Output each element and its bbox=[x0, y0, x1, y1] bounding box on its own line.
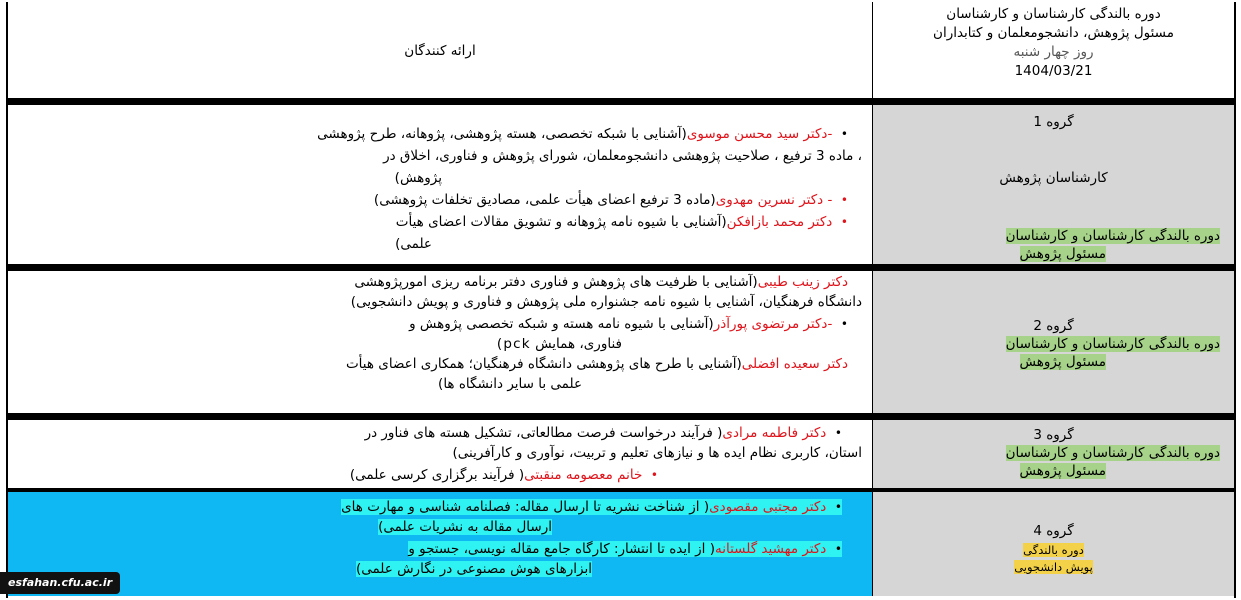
list-item: • -دکتر مرتضوی پورآذر(آشنایی با شیوه نامه هسته و شبکه تخصصی پژوهش و bbox=[409, 316, 848, 332]
course-badge-line1: دوره بالندگی کارشناسان و کارشناسان bbox=[1005, 445, 1220, 461]
list-item: • دکتر مجتبی مقصودی( از شناخت نشریه تا ارسال مقاله: فصلنامه شناسی و مهارت های bbox=[341, 499, 842, 515]
course-badge-line2: مسئول پژوهش bbox=[1019, 463, 1106, 479]
presenter-topic-cont: علمی) bbox=[395, 236, 432, 252]
presenter-topic-cont-text: ارسال مقاله به نشریات علمی) bbox=[378, 519, 552, 535]
list-item: • خانم معصومه منقبتی( فرآیند برگزاری کرسی علمی) bbox=[349, 467, 658, 483]
presenter-topic-cont-text: ابزارهای هوش مصنوعی در نگارش علمی) bbox=[355, 561, 592, 577]
course-badge bbox=[873, 542, 1234, 559]
presenter-name: دکتر زینب طیبی bbox=[757, 274, 848, 290]
presenter-name: دکتر مجتبی مقصودی bbox=[709, 499, 827, 515]
course-title-line2: مسئول پژوهش، دانشجومعلمان و کتابداران bbox=[933, 25, 1174, 41]
schedule-table bbox=[6, 2, 1236, 598]
group-1-presenters-cell bbox=[8, 105, 872, 264]
course-badge-line2: پویش دانشجویی bbox=[1014, 560, 1093, 574]
presenter-topic: ( فرآیند برگزاری کرسی علمی) bbox=[349, 467, 525, 483]
group-1-info-cell bbox=[872, 105, 1234, 264]
course-badge bbox=[1006, 444, 1220, 463]
day-label: روز چهار شنبه bbox=[1013, 44, 1094, 60]
presenter-topic-cont bbox=[356, 558, 592, 580]
presenter-name: خانم معصومه منقبتی bbox=[524, 467, 643, 483]
presenter-name: -دکتر سید محسن موسوی bbox=[686, 126, 833, 142]
course-badge-line1: دوره بالندگی bbox=[1023, 543, 1084, 557]
presenter-topic-cont bbox=[378, 516, 552, 538]
course-badge bbox=[1006, 335, 1220, 354]
header-row bbox=[8, 2, 1234, 98]
presenters-header-cell bbox=[8, 2, 872, 98]
presenter-name: -دکتر مرتضوی پورآذر bbox=[713, 316, 833, 332]
presenter-topic: ( از ایده تا انتشار: کارگاه جامع مقاله نویسی، جستجو و bbox=[408, 541, 715, 557]
course-badge bbox=[873, 559, 1234, 576]
row-divider bbox=[8, 413, 1234, 420]
row-divider bbox=[8, 98, 1234, 105]
group-3-presenters-cell bbox=[8, 420, 872, 488]
presenter-topic: ( فرآیند درخواست فرصت مطالعاتی، تشکیل هسته های فناور در bbox=[364, 425, 723, 441]
presenter-topic-cont: ، ماده 3 ترفیع ، صلاحیت پژوهشی دانشجومعلمان، شورای پژوهش و فناوری، اخلاق در bbox=[383, 148, 862, 164]
presenter-name: دکتر سعیده افضلی bbox=[741, 356, 848, 372]
presenter-topic: (آشنایی با شیوه نامه هسته و شبکه تخصصی پژوهش و bbox=[409, 316, 714, 332]
presenter-topic: (آشنایی با ظرفیت های پژوهش و فناوری دفتر برنامه ریزی امورپژوهشی bbox=[354, 274, 758, 290]
course-badge bbox=[1020, 463, 1106, 480]
presenters-label: ارائه کنندگان bbox=[404, 43, 476, 59]
list-item: • - دکتر نسرین مهدوی(ماده 3 ترفیع اعضای هیأت علمی، مصادیق تخلفات پژوهشی) bbox=[373, 192, 848, 208]
list-item: • دکتر فاطمه مرادی( فرآیند درخواست فرصت مطالعاتی، تشکیل هسته های فناور در bbox=[364, 425, 842, 441]
group-subtitle: کارشناسان پژوهش bbox=[999, 170, 1108, 186]
group-row-2 bbox=[8, 271, 1234, 413]
presenter-topic-cont: علمی با سایر دانشگاه ها) bbox=[438, 376, 582, 392]
list-item: • -دکتر سید محسن موسوی(آشنایی با شبکه تخصصی، هسته پژوهشی، پژوهانه، طرح پژوهشی bbox=[317, 126, 848, 142]
presenter-topic: (آشنایی با طرح های پژوهشی دانشگاه فرهنگیان؛ همکاری اعضای هیأت bbox=[345, 356, 742, 372]
group-title: گروه 1 bbox=[1033, 114, 1074, 130]
course-badge-line1: دوره بالندگی کارشناسان و کارشناسان bbox=[1005, 228, 1220, 244]
presenter-topic: (ماده 3 ترفیع اعضای هیأت علمی، مصادیق تخلفات پژوهشی) bbox=[373, 192, 716, 208]
row-divider bbox=[8, 264, 1234, 271]
group-4-info-cell bbox=[872, 492, 1234, 596]
presenter-topic-cont: استان، کاربری نظام ایده ها و نیازهای تعلیم و تربیت، نوآوری و کارآفرینی) bbox=[452, 445, 862, 461]
presenter-name: دکتر مهشید گلستانه bbox=[715, 541, 827, 557]
group-title: گروه 4 bbox=[1033, 523, 1074, 539]
group-4-presenters-cell bbox=[8, 492, 872, 596]
course-header-cell bbox=[872, 2, 1234, 98]
site-watermark: esfahan.cfu.ac.ir bbox=[0, 572, 120, 594]
presenter-topic-cont: دانشگاه فرهنگیان، آشنایی با شیوه نامه جشنواره ملی پژوهش و فناوری و پویش دانشجویی) bbox=[350, 294, 862, 310]
group-row-4 bbox=[8, 492, 1234, 596]
group-2-info-cell bbox=[872, 271, 1234, 413]
course-badge bbox=[1020, 354, 1106, 371]
group-2-presenters-cell bbox=[8, 271, 872, 413]
presenter-topic-cont: فناوری، همایش pck) bbox=[496, 336, 622, 352]
presenter-name: دکتر محمد بازافکن bbox=[726, 214, 833, 230]
group-3-info-cell bbox=[872, 420, 1234, 488]
presenter-topic: (آشنایی با شبکه تخصصی، هسته پژوهشی، پژوهانه، طرح پژوهشی bbox=[317, 126, 687, 142]
group-title: گروه 3 bbox=[1033, 427, 1074, 443]
group-title: گروه 2 bbox=[1033, 318, 1074, 334]
course-badge-line2: مسئول پژوهش bbox=[1019, 246, 1106, 262]
list-item: • دکتر محمد بازافکن(آشنایی با شیوه نامه پژوهانه و تشویق مقالات اعضای هیأت bbox=[395, 214, 848, 230]
course-title-line1: دوره بالندگی کارشناسان و کارشناسان bbox=[946, 6, 1161, 22]
list-item bbox=[354, 271, 848, 293]
presenter-topic: (آشنایی با شیوه نامه پژوهانه و تشویق مقالات اعضای هیأت bbox=[395, 214, 727, 230]
group-row-3 bbox=[8, 420, 1234, 488]
course-badge bbox=[1020, 246, 1106, 263]
presenter-topic-cont: پژوهش) bbox=[394, 170, 442, 186]
list-item bbox=[346, 353, 848, 375]
date-label: 1404/03/21 bbox=[1014, 63, 1093, 79]
group-row-1 bbox=[8, 105, 1234, 264]
course-badge bbox=[1006, 227, 1220, 246]
presenter-name: دکتر فاطمه مرادی bbox=[722, 425, 827, 441]
course-badge-line2: مسئول پژوهش bbox=[1019, 354, 1106, 370]
presenter-name: - دکتر نسرین مهدوی bbox=[715, 192, 833, 208]
course-badge-line1: دوره بالندگی کارشناسان و کارشناسان bbox=[1005, 336, 1220, 352]
presenter-topic: ( از شناخت نشریه تا ارسال مقاله: فصلنامه شناسی و مهارت های bbox=[341, 499, 710, 515]
list-item: • دکتر مهشید گلستانه( از ایده تا انتشار: کارگاه جامع مقاله نویسی، جستجو و bbox=[408, 541, 842, 557]
